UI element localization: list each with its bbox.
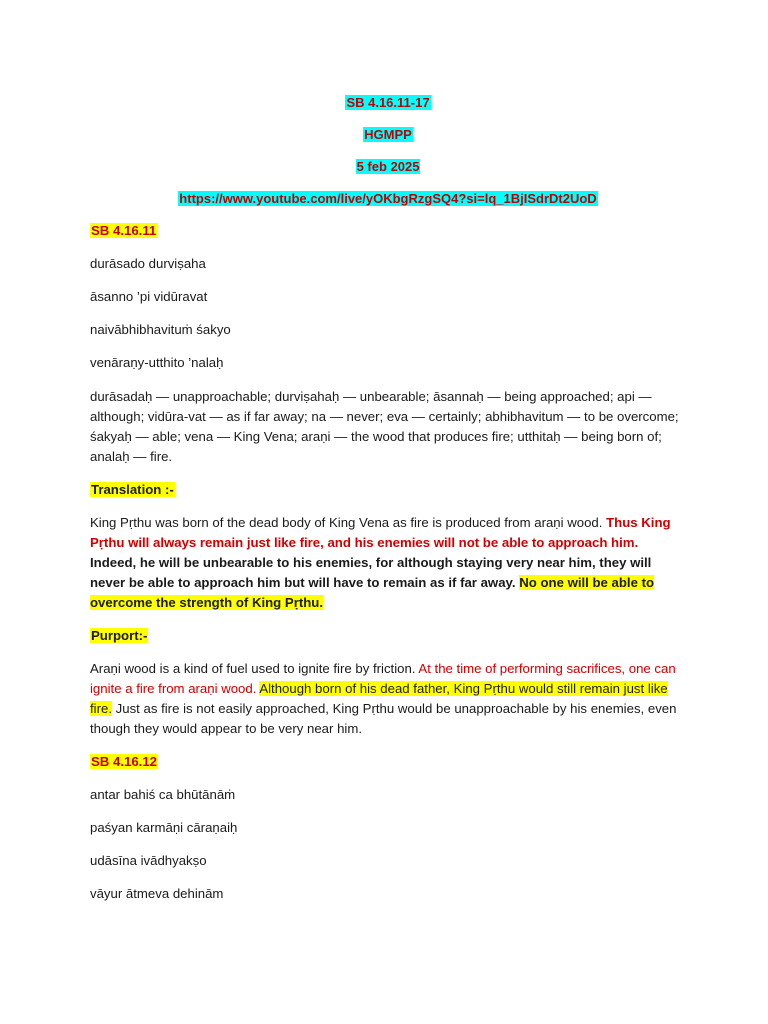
verse-11-purport — [90, 659, 686, 739]
purport-text-highlight: Although born of his dead father, King Pṛthu would still remain just like fire. — [90, 681, 668, 716]
translation-text-highlight: No one will be able to overcome the strength of King Pṛthu. — [90, 575, 655, 610]
verse-11-synonyms: durāsadaḥ — unapproachable; durviṣahaḥ — unbearable; āsannaḥ — being approached; api — although; vidūra-vat — as if far away; na — never; eva — certainly; abhibhavitum — to be overcome; śakyaḥ — able; vena — King Vena; araṇi — the wood that produces fire; utthitaḥ — being born of; analaḥ — fire. — [90, 389, 679, 464]
verse-11-translation — [90, 513, 686, 613]
translation-label: Translation :- — [91, 482, 174, 497]
translation-text-plain: King Pṛthu was born of the dead body of King Vena as fire is produced from araṇi wood. — [90, 515, 607, 530]
doc-reference-text: SB 4.16.11-17 — [346, 95, 430, 110]
youtube-link[interactable]: https://www.youtube.com/live/yOKbgRzgSQ4?si=lq_1BjISdrDt2UoD — [179, 191, 597, 206]
verse-11-line-1: durāsado durviṣaha — [90, 256, 206, 271]
doc-link[interactable] — [90, 190, 686, 207]
doc-reference — [90, 94, 686, 111]
verse-12-heading — [90, 753, 686, 770]
translation-text-red: Thus King Pṛthu will always remain just like fire, and his enemies will not be able to approach him. — [90, 515, 671, 550]
doc-author — [90, 126, 686, 143]
verse-11-line-2: āsanno ’pi vidūravat — [90, 289, 208, 304]
verse-11-line-3: naivābhibhavituṁ śakyo — [90, 322, 231, 337]
verse-12-ref: SB 4.16.12 — [91, 754, 157, 769]
verse-11-heading — [90, 222, 686, 239]
translation-heading — [90, 481, 686, 498]
doc-author-text: HGMPP — [364, 127, 412, 142]
verse-12-line-4: vāyur ātmeva dehinām — [90, 886, 224, 901]
purport-label: Purport:- — [91, 628, 148, 643]
purport-text-plain-1: Araṇi wood is a kind of fuel used to ignite fire by friction. — [90, 661, 419, 676]
purport-text-red: At the time of performing sacrifices, one can ignite a fire from araṇi wood. — [90, 661, 676, 696]
verse-12-line-3: udāsīna ivādhyakṣo — [90, 853, 207, 868]
doc-date — [90, 158, 686, 175]
verse-11-line-4: venāraṇy-utthito ’nalaḥ — [90, 355, 224, 370]
purport-text-plain-2: Just as fire is not easily approached, King Pṛthu would be unapproachable by his enemies, even though they would appear to be very near him. — [90, 701, 677, 736]
verse-12-line-1: antar bahiś ca bhūtānāṁ — [90, 787, 236, 802]
purport-heading — [90, 627, 686, 644]
verse-12-line-2: paśyan karmāṇi cāraṇaiḥ — [90, 820, 238, 835]
translation-text-bold: Indeed, he will be unbearable to his enemies, for although staying very near him, they will never be able to approach him but will have to remain as if far away. — [90, 555, 652, 590]
verse-11-ref: SB 4.16.11 — [91, 223, 157, 238]
doc-date-text: 5 feb 2025 — [356, 159, 420, 174]
